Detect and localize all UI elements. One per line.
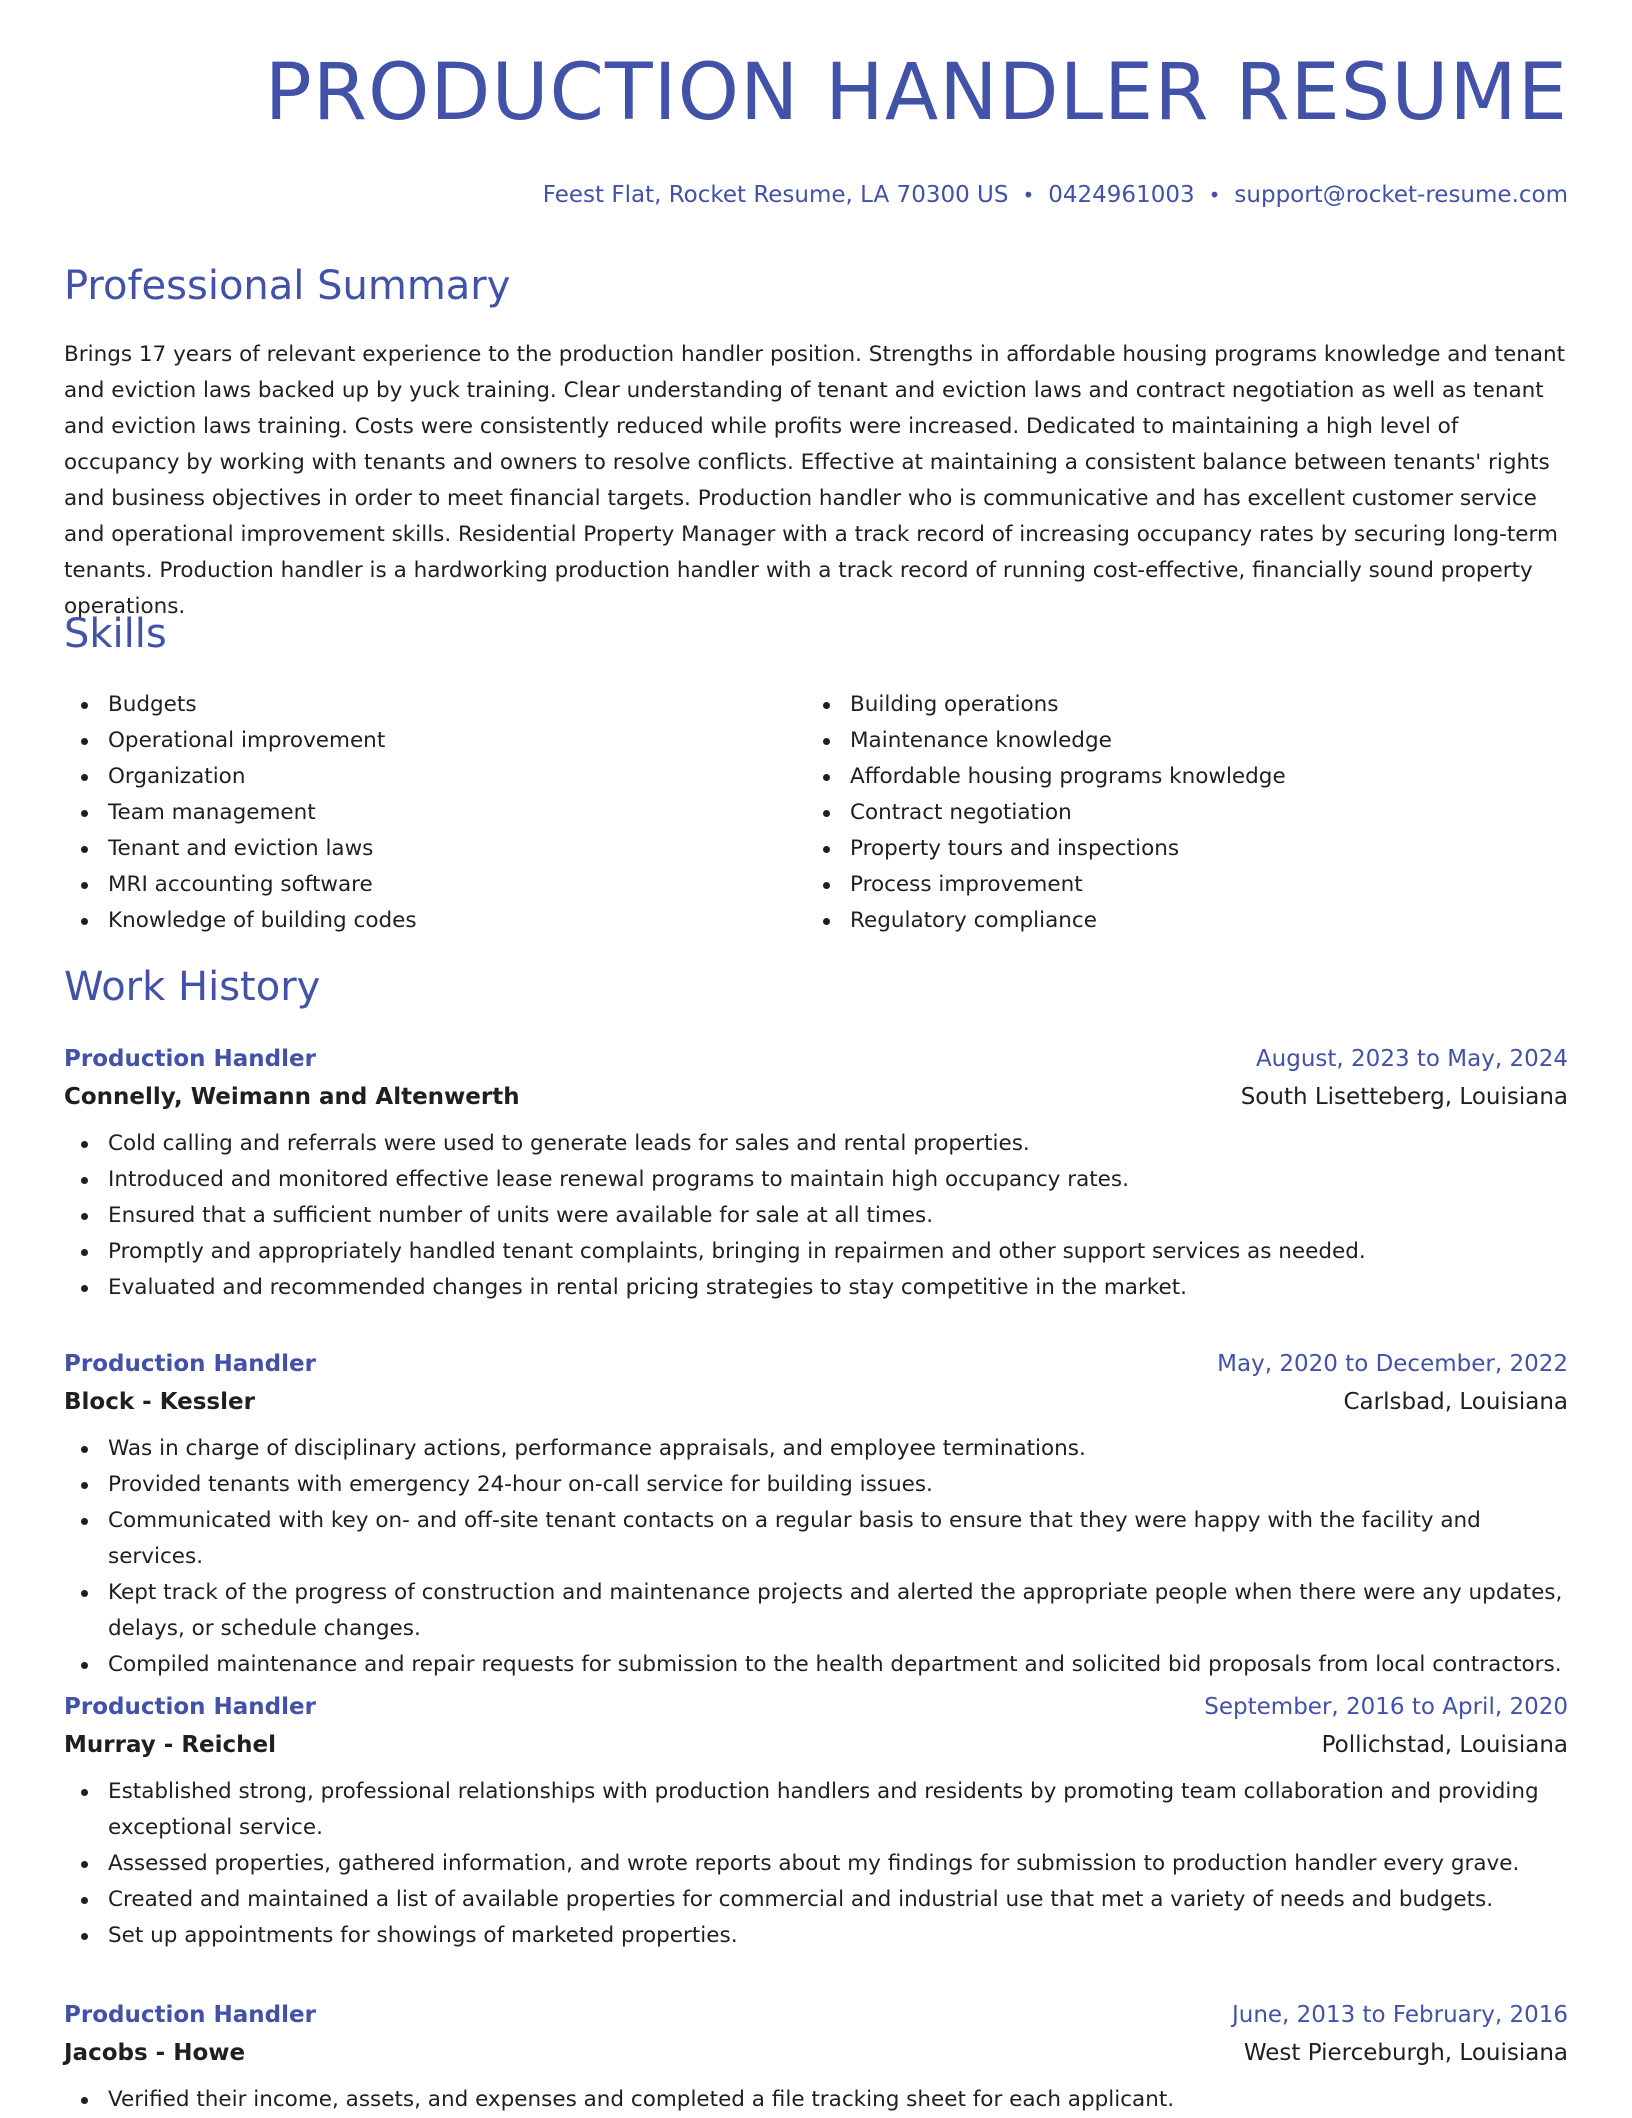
job-dates: August, 2023 to May, 2024 — [1255, 1046, 1568, 1072]
list-item: Cold calling and referrals were used to generate leads for sales and rental properties. — [64, 1126, 1568, 1162]
skill-item: Contract negotiation — [806, 795, 1286, 831]
list-item: Assessed properties, gathered information, and wrote reports about my findings for submission to production handler every grave. — [64, 1846, 1568, 1882]
job-duties — [64, 1126, 1568, 1306]
work-history-heading: Work History — [64, 964, 321, 1010]
skill-item: Affordable housing programs knowledge — [806, 759, 1286, 795]
job-title: Production Handler — [64, 1351, 316, 1377]
list-item: Created and maintained a list of available properties for commercial and industrial use that met a variety of needs and budgets. — [64, 1882, 1568, 1918]
skills-heading: Skills — [64, 611, 167, 657]
list-item: Provided tenants with emergency 24-hour on-call service for building issues. — [64, 1467, 1568, 1503]
job-entry — [64, 1040, 1568, 1306]
job-dates: September, 2016 to April, 2020 — [1204, 1694, 1568, 1720]
job-dates: June, 2013 to February, 2016 — [1231, 2002, 1568, 2028]
skill-item: Budgets — [64, 687, 417, 723]
skill-item: Regulatory compliance — [806, 903, 1286, 939]
list-item: Set up appointments for showings of marketed properties. — [64, 1918, 1568, 1954]
resume-title: PRODUCTION HANDLER RESUME — [264, 48, 1568, 138]
job-duties — [64, 1774, 1568, 1954]
job-location: South Lisetteberg, Louisiana — [1240, 1084, 1568, 1110]
skill-item: Organization — [64, 759, 417, 795]
summary-heading: Professional Summary — [64, 263, 511, 309]
skills-column-right — [806, 687, 1286, 939]
contact-email[interactable]: support@rocket-resume.com — [1234, 182, 1568, 208]
job-duties — [64, 2082, 1568, 2118]
skill-item: Tenant and eviction laws — [64, 831, 417, 867]
contact-line — [543, 184, 1568, 207]
job-duties — [64, 1431, 1568, 1683]
list-item: Kept track of the progress of construction and maintenance projects and alerted the appropriate people when there were any updates, delays, or schedule changes. — [64, 1575, 1568, 1647]
list-item: Introduced and monitored effective lease renewal programs to maintain high occupancy rates. — [64, 1162, 1568, 1198]
skill-item: Building operations — [806, 687, 1286, 723]
contact-separator: • — [1022, 183, 1035, 207]
job-dates: May, 2020 to December, 2022 — [1217, 1351, 1568, 1377]
skill-item: MRI accounting software — [64, 867, 417, 903]
job-title: Production Handler — [64, 1046, 316, 1072]
contact-phone[interactable]: 0424961003 — [1048, 182, 1195, 208]
skill-item: Operational improvement — [64, 723, 417, 759]
job-company: Connelly, Weimann and Altenwerth — [64, 1084, 520, 1110]
skill-item: Maintenance knowledge — [806, 723, 1286, 759]
job-title: Production Handler — [64, 2002, 316, 2028]
skills-column-left — [64, 687, 417, 939]
skill-item: Team management — [64, 795, 417, 831]
contact-separator: • — [1208, 183, 1221, 207]
skill-item: Knowledge of building codes — [64, 903, 417, 939]
list-item: Promptly and appropriately handled tenant complaints, bringing in repairmen and other support services as needed. — [64, 1234, 1568, 1270]
list-item: Was in charge of disciplinary actions, performance appraisals, and employee terminations. — [64, 1431, 1568, 1467]
job-location: West Pierceburgh, Louisiana — [1243, 2040, 1568, 2066]
job-entry — [64, 1345, 1568, 1683]
contact-address: Feest Flat, Rocket Resume, LA 70300 US — [542, 182, 1009, 208]
job-company: Jacobs - Howe — [64, 2040, 246, 2066]
job-location: Carlsbad, Louisiana — [1343, 1389, 1568, 1415]
list-item: Communicated with key on- and off-site tenant contacts on a regular basis to ensure that they were happy with the facility and services. — [64, 1503, 1568, 1575]
job-entry — [64, 1996, 1568, 2118]
skill-item: Property tours and inspections — [806, 831, 1286, 867]
job-company: Block - Kessler — [64, 1389, 255, 1415]
job-entry — [64, 1688, 1568, 1954]
list-item: Verified their income, assets, and expenses and completed a file tracking sheet for each applicant. — [64, 2082, 1568, 2118]
list-item: Compiled maintenance and repair requests for submission to the health department and solicited bid proposals from local contractors. — [64, 1647, 1568, 1683]
job-company: Murray - Reichel — [64, 1732, 276, 1758]
list-item: Ensured that a sufficient number of units were available for sale at all times. — [64, 1198, 1568, 1234]
list-item: Established strong, professional relationships with production handlers and residents by promoting team collaboration and providing exceptional service. — [64, 1774, 1568, 1846]
skill-item: Process improvement — [806, 867, 1286, 903]
summary-text: Brings 17 years of relevant experience to the production handler position. Strengths in affordable housing programs knowledge and tenant and eviction laws backed up by yuck training. Clear understanding of tenant and eviction laws and contract negotiation as well as tenant and eviction laws training. Costs were consistently reduced while profits were increased. Dedicated to maintaining a high level of occupancy by working with tenants and owners to resolve conflicts. Effective at maintaining a consistent balance between tenants' rights and business objectives in order to meet financial targets. Production handler who is communicative and has excellent customer service and operational improvement skills. Residential Property Manager with a track record of increasing occupancy rates by securing long-term tenants. Production handler is a hardworking production handler with a track record of running cost-effective, financially sound property operations. — [64, 342, 1566, 619]
job-title: Production Handler — [64, 1694, 316, 1720]
job-location: Pollichstad, Louisiana — [1321, 1732, 1568, 1758]
list-item: Evaluated and recommended changes in rental pricing strategies to stay competitive in the market. — [64, 1270, 1568, 1306]
